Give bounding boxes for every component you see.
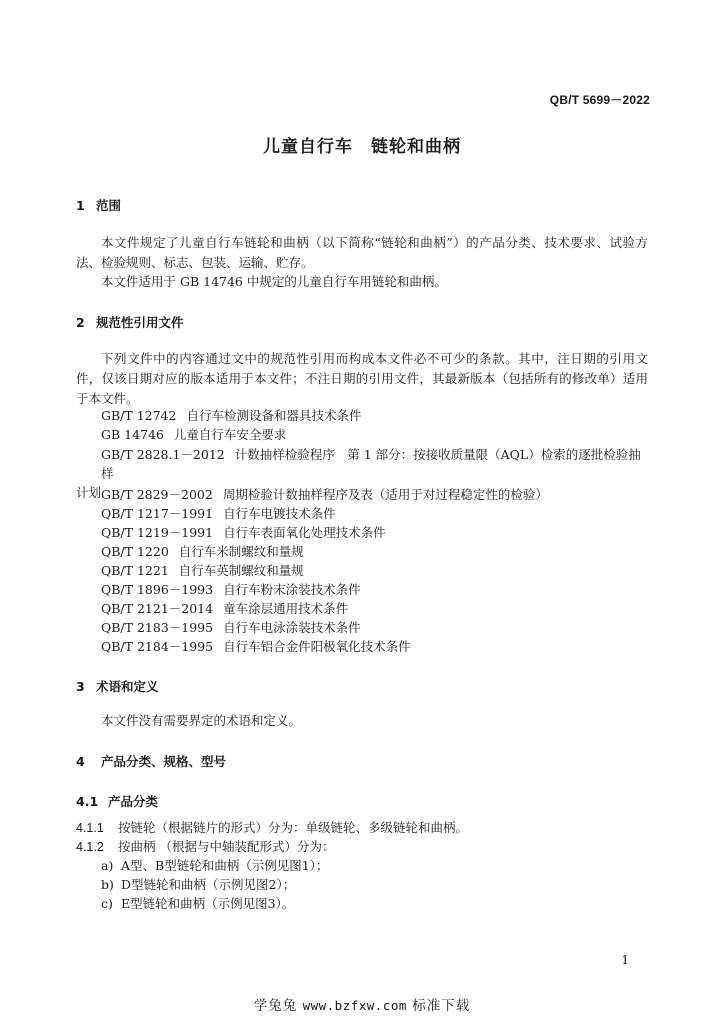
subsection-number: 4.1	[76, 794, 99, 809]
page-number: 1	[621, 953, 629, 967]
clause-text: 按链轮（根据链片的形式）分为：单级链轮、多级链轮和曲柄。	[118, 820, 469, 835]
reference-title: 童车涂层通用技术条件	[223, 601, 349, 616]
section-title: 产品分类、规格、型号	[101, 754, 227, 769]
list-item	[101, 856, 328, 875]
reference-code: QB/T 2184－1995	[101, 639, 214, 654]
reference-code: QB/T 1896－1993	[101, 582, 214, 597]
section-1-paragraph-2: 本文件适用于 GB 14746 中规定的儿童自行车用链轮和曲柄。	[101, 274, 447, 289]
subsection-title: 产品分类	[108, 794, 159, 809]
reference-code: QB/T 1219－1991	[101, 525, 214, 540]
standard-number: QB/T 5699－2022	[549, 93, 650, 107]
list-item-text: A型、B型链轮和曲柄（示例见图1）；	[121, 858, 329, 873]
reference-code: QB/T 1217－1991	[101, 506, 214, 521]
list-item-label: b)	[101, 877, 114, 892]
reference-item	[101, 637, 651, 656]
section-3-paragraph: 本文件没有需要界定的术语和定义。	[101, 713, 302, 728]
reference-code: GB/T 2829－2002	[101, 487, 213, 502]
section-4-heading	[76, 752, 226, 770]
reference-title-continued: 计划	[76, 485, 102, 500]
section-1-heading	[76, 196, 121, 214]
list-item-text: D型链轮和曲柄（示例见图2）；	[121, 877, 296, 892]
section-1-paragraph-1: 本文件规定了儿童自行车链轮和曲柄（以下简称“链轮和曲柄”）的产品分类、技术要求、试验方法、检验规则、标志、包装、运输、贮存。	[76, 235, 648, 270]
reference-item	[101, 580, 651, 599]
section-number: 2	[76, 315, 85, 330]
reference-item	[101, 542, 651, 561]
footer-tagline: 标准下载	[412, 998, 471, 1014]
reference-item	[101, 406, 651, 425]
reference-code: QB/T 2183－1995	[101, 620, 214, 635]
section-2-heading	[76, 313, 184, 331]
reference-code: QB/T 2121－2014	[101, 601, 214, 616]
reference-title: 自行车米制螺纹和量规	[178, 544, 304, 559]
section-3-heading	[76, 677, 159, 695]
reference-title: 自行车铝合金件阳极氧化技术条件	[223, 639, 411, 654]
list-item	[101, 875, 295, 894]
section-number: 4	[76, 754, 85, 769]
reference-item	[101, 618, 651, 637]
reference-item	[101, 504, 651, 523]
clause-4-1-2	[76, 837, 334, 857]
clause-number: 4.1.2	[76, 840, 104, 854]
list-item-label: a)	[101, 858, 114, 873]
clause-number: 4.1.1	[76, 821, 104, 835]
title-part1: 儿童自行车	[263, 137, 353, 157]
section-title: 规范性引用文件	[96, 315, 184, 330]
list-item-text: E型链轮和曲柄（示例见图3）。	[121, 896, 295, 911]
footer-url: www.bzfxw.com	[302, 998, 407, 1013]
reference-code: QB/T 1220	[101, 544, 169, 559]
reference-code: GB 14746	[101, 427, 164, 442]
section-number: 1	[76, 198, 85, 213]
title-part2: 链轮和曲柄	[371, 137, 461, 157]
reference-title: 自行车粉末涂装技术条件	[223, 582, 361, 597]
list-item	[101, 894, 294, 913]
reference-title: 自行车检测设备和器具技术条件	[186, 408, 362, 423]
clause-4-1-1	[76, 818, 468, 838]
list-item-label: c)	[101, 896, 113, 911]
reference-title: 自行车英制螺纹和量规	[178, 563, 304, 578]
reference-item	[101, 599, 651, 618]
reference-code: GB/T 2828.1－2012	[101, 447, 225, 462]
footer-watermark	[0, 994, 724, 1014]
subsection-4-1-heading	[76, 792, 158, 810]
reference-title: 自行车电镀技术条件	[223, 506, 336, 521]
reference-title: 自行车电泳涂装技术条件	[223, 620, 361, 635]
section-2-intro: 下列文件中的内容通过文中的规范性引用而构成本文件必不可少的条款。其中，注日期的引用文件，仅该日期对应的版本适用于本文件；不注日期的引用文件，其最新版本（包括所有的修改单）适用于本文件。	[76, 351, 648, 406]
document-title	[0, 132, 724, 157]
section-title: 术语和定义	[96, 679, 159, 694]
reference-code: GB/T 12742	[101, 408, 177, 423]
reference-title: 计数抽样检验程序 第 1 部分：按接收质量限（AQL）检索的逐批检验抽样	[101, 447, 641, 481]
reference-title: 周期检验计数抽样程序及表（适用于对过程稳定性的检验）	[222, 487, 548, 502]
reference-code: QB/T 1221	[101, 563, 169, 578]
footer-site-name: 学兔兔	[253, 998, 298, 1014]
clause-text: 按曲柄 （根据与中轴装配形式）分为：	[118, 839, 335, 854]
section-number: 3	[76, 679, 85, 694]
reference-item	[101, 485, 651, 504]
reference-item	[101, 425, 651, 444]
reference-title: 儿童自行车安全要求	[173, 427, 287, 442]
section-title: 范围	[96, 198, 122, 213]
reference-title: 自行车表面氧化处理技术条件	[223, 525, 386, 540]
reference-item	[101, 561, 651, 580]
reference-item	[101, 523, 651, 542]
